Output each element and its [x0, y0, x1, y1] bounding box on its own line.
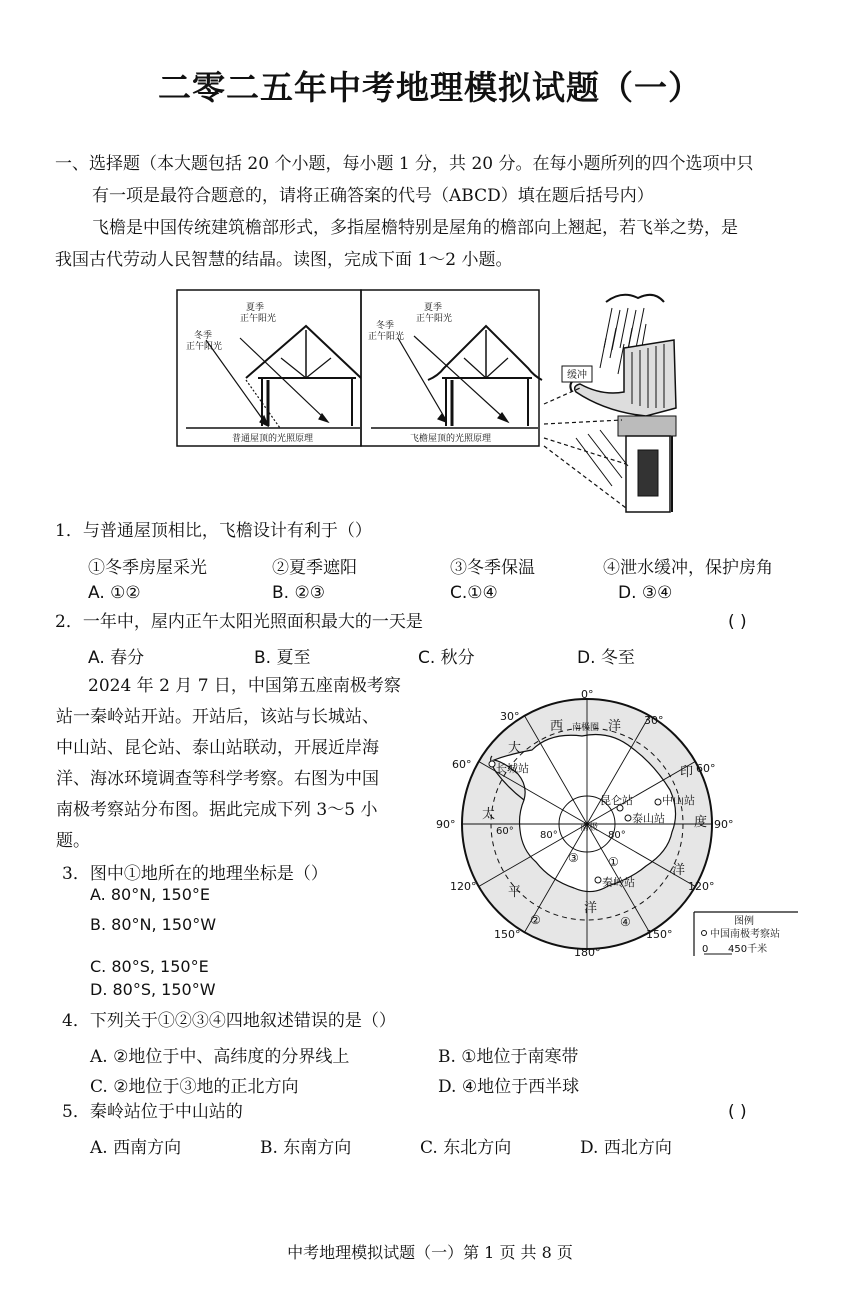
- svg-text:冬季: 冬季: [194, 331, 213, 341]
- q1-option-c: C.①④: [450, 583, 498, 603]
- svg-text:80°: 80°: [608, 830, 626, 841]
- svg-text:洋: 洋: [608, 719, 622, 734]
- svg-text:秦岭站: 秦岭站: [602, 876, 635, 889]
- svg-text:洋: 洋: [672, 863, 686, 878]
- svg-text:90°: 90°: [714, 818, 734, 831]
- page-footer: 中考地理模拟试题（一）第 1 页 共 8 页: [287, 1243, 573, 1262]
- svg-text:西: 西: [550, 719, 564, 734]
- q3-stem: 3．图中①地所在的地理坐标是（）: [62, 864, 328, 884]
- flying-eave-caption: 飞檐屋顶的光照原理: [410, 434, 492, 444]
- svg-text:90°: 90°: [436, 818, 456, 831]
- roof-figure: [176, 288, 696, 516]
- svg-text:度: 度: [694, 815, 708, 830]
- south-pole-label: 南极: [580, 823, 599, 833]
- antarctic-station-map: [432, 690, 802, 958]
- svg-text:太: 太: [482, 807, 496, 822]
- svg-text:正午阳光: 正午阳光: [368, 332, 405, 342]
- svg-text:正午阳光: 正午阳光: [186, 342, 223, 352]
- intro2-line6: 题。: [56, 831, 90, 851]
- q1-item-3: ③冬季保温: [450, 558, 535, 578]
- intro2-line4: 洋、海冰环境调查等科学考察。右图为中国: [56, 769, 379, 789]
- q4-option-b: B. ①地位于南寒带: [438, 1047, 579, 1067]
- svg-text:150°: 150°: [646, 928, 673, 941]
- intro2-line2: 站一秦岭站开站。开站后，该站与长城站、: [56, 707, 379, 727]
- intro1-line2: 我国古代劳动人民智慧的结晶。读图，完成下面 1～2 小题。: [55, 250, 513, 270]
- q5-option-c: C. 东北方向: [420, 1138, 512, 1158]
- svg-text:120°: 120°: [688, 880, 715, 893]
- svg-text:60°: 60°: [496, 826, 514, 837]
- svg-text:正午阳光: 正午阳光: [240, 314, 277, 324]
- q2-option-d: D. 冬至: [577, 648, 635, 668]
- q5-option-d: D. 西北方向: [580, 1138, 672, 1158]
- q5-option-b: B. 东南方向: [260, 1138, 352, 1158]
- q3-option-c: C. 80°S, 150°E: [90, 957, 209, 976]
- q1-item-1: ①冬季房屋采光: [88, 558, 207, 578]
- svg-text:冬季: 冬季: [376, 321, 395, 331]
- svg-text:180°: 180°: [574, 946, 601, 958]
- svg-text:夏季: 夏季: [424, 303, 443, 313]
- svg-text:泰山站: 泰山站: [632, 812, 665, 825]
- svg-text:正午阳光: 正午阳光: [416, 314, 453, 324]
- q1-stem: 1．与普通屋顶相比，飞檐设计有利于（）: [55, 521, 372, 541]
- svg-text:洋: 洋: [584, 901, 598, 916]
- q3-option-d: D. 80°S, 150°W: [90, 980, 216, 999]
- q4-option-c: C. ②地位于③地的正北方向: [90, 1077, 299, 1097]
- intro1-line1: 飞檐是中国传统建筑檐部形式，多指屋檐特别是屋角的檐部向上翘起，若飞举之势，是: [92, 218, 738, 238]
- svg-text:夏季: 夏季: [246, 303, 265, 313]
- point-4: ④: [620, 915, 631, 929]
- svg-text:中山站: 中山站: [662, 794, 695, 807]
- page-title: 二零二五年中考地理模拟试题（一）: [158, 68, 702, 107]
- q2-stem: 2．一年中，屋内正午太阳光照面积最大的一天是: [55, 612, 423, 632]
- svg-text:120°: 120°: [450, 880, 477, 893]
- svg-text:150°: 150°: [494, 928, 521, 941]
- q1-item-4: ④泄水缓冲，保护房角: [603, 558, 773, 578]
- svg-text:0°: 0°: [581, 690, 594, 701]
- svg-text:中国南极考察站: 中国南极考察站: [710, 929, 780, 940]
- section-header-line2: 有一项是最符合题意的，请将正确答案的代号（ABCD）填在题后括号内）: [92, 186, 654, 206]
- point-1: ①: [608, 855, 619, 869]
- q5-answer-paren: ( ): [728, 1102, 747, 1122]
- svg-text:450千米: 450千米: [728, 944, 768, 955]
- q5-stem: 5．秦岭站位于中山站的: [62, 1102, 243, 1122]
- point-2: ②: [530, 913, 541, 927]
- section-header-line1: 一、选择题（本大题包括 20 个小题，每小题 1 分，共 20 分。在每小题所列的四个选项中只: [55, 154, 754, 174]
- q2-option-b: B. 夏至: [254, 648, 311, 668]
- svg-text:30°: 30°: [644, 714, 664, 727]
- q1-option-a: A. ①②: [88, 583, 141, 603]
- ordinary-roof-caption: 普通屋顶的光照原理: [232, 434, 314, 444]
- intro2-line5: 南极考察站分布图。据此完成下列 3～5 小: [56, 800, 378, 820]
- svg-text:南极圈: 南极圈: [572, 723, 600, 733]
- eave-corner-illustration: [544, 295, 676, 512]
- q4-option-d: D. ④地位于西半球: [438, 1077, 580, 1097]
- q5-option-a: A. 西南方向: [90, 1138, 182, 1158]
- svg-text:30°: 30°: [500, 710, 520, 723]
- map-legend: [694, 912, 798, 956]
- q3-option-a: A. 80°N, 150°E: [90, 885, 210, 904]
- q1-item-2: ②夏季遮阳: [272, 558, 357, 578]
- svg-text:大: 大: [508, 741, 522, 756]
- svg-text:60°: 60°: [452, 758, 472, 771]
- q4-stem: 4．下列关于①②③④四地叙述错误的是（）: [62, 1011, 396, 1031]
- svg-text:80°: 80°: [540, 830, 558, 841]
- svg-text:60°: 60°: [696, 762, 716, 775]
- intro2-line1: 2024 年 2 月 7 日，中国第五座南极考察: [88, 676, 401, 696]
- intro2-line3: 中山站、昆仑站、泰山站联动，开展近岸海: [56, 738, 379, 758]
- svg-text:0: 0: [702, 944, 709, 955]
- buffer-label: 缓冲: [567, 370, 587, 381]
- q2-option-c: C. 秋分: [418, 648, 475, 668]
- point-3: ③: [568, 851, 579, 865]
- svg-text:图例: 图例: [734, 916, 754, 927]
- q4-option-a: A. ②地位于中、高纬度的分界线上: [90, 1047, 350, 1067]
- q3-option-b: B. 80°N, 150°W: [90, 915, 217, 934]
- svg-text:平: 平: [508, 885, 522, 900]
- svg-text:昆仑站: 昆仑站: [600, 794, 633, 807]
- q2-option-a: A. 春分: [88, 648, 145, 668]
- q2-answer-paren: ( ): [728, 612, 747, 632]
- svg-text:长城站: 长城站: [496, 762, 529, 775]
- svg-text:印: 印: [680, 765, 694, 780]
- q1-option-b: B. ②③: [272, 583, 325, 603]
- q1-option-d: D. ③④: [618, 583, 673, 603]
